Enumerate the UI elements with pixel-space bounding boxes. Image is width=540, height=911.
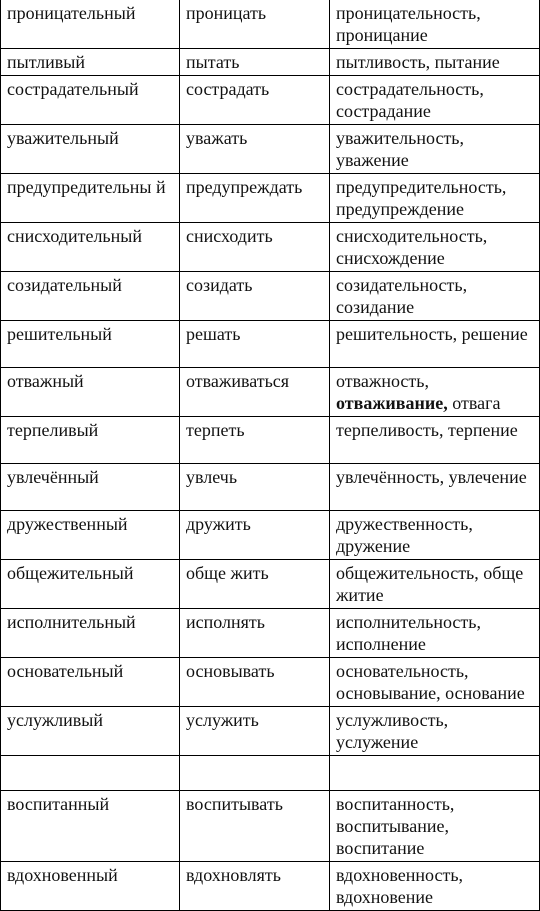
table-row (1, 560, 540, 609)
verb-cell: дружить (180, 511, 330, 560)
noun-cell: общежительность, обще житие (330, 560, 540, 609)
adjective-cell: созидательный (1, 272, 180, 321)
table-row (1, 272, 540, 321)
table-row (1, 862, 540, 911)
table-row-empty (1, 756, 540, 791)
noun-cell: снисходительность, снисхождение (330, 223, 540, 272)
table-row (1, 368, 540, 417)
verb-cell: услужить (180, 707, 330, 756)
noun-cell: вдохновенность, вдохновение (330, 862, 540, 911)
adjective-cell: услужливый (1, 707, 180, 756)
adjective-cell: снисходительный (1, 223, 180, 272)
adjective-cell: предупредительны й (1, 174, 180, 223)
verb-cell: предупреждать (180, 174, 330, 223)
verb-cell: решать (180, 321, 330, 368)
verb-cell: отваживаться (180, 368, 330, 417)
noun-cell (330, 368, 540, 417)
noun-cell (330, 756, 540, 791)
adjective-cell: пытливый (1, 49, 180, 76)
adjective-cell: проницательный (1, 0, 180, 49)
adjective-cell: вдохновенный (1, 862, 180, 911)
noun-text-start: отважность, (336, 371, 429, 391)
noun-cell: сострадательность, сострадание (330, 76, 540, 125)
adjective-cell: уважительный (1, 125, 180, 174)
adjective-cell: увлечённый (1, 464, 180, 511)
noun-cell: увлечённость, увлечение (330, 464, 540, 511)
noun-cell: воспитанность, воспитывание, воспитание (330, 791, 540, 862)
verb-cell: исполнять (180, 609, 330, 658)
noun-cell: исполнительность, исполнение (330, 609, 540, 658)
table-row (1, 464, 540, 511)
verb-cell: созидать (180, 272, 330, 321)
adjective-cell: дружественный (1, 511, 180, 560)
verb-cell: воспитывать (180, 791, 330, 862)
adjective-cell: исполнительный (1, 609, 180, 658)
noun-cell: дружественность, дружение (330, 511, 540, 560)
verb-cell: терпеть (180, 417, 330, 464)
noun-cell: предупредительность, предупреждение (330, 174, 540, 223)
table-row (1, 49, 540, 76)
verb-cell: вдохновлять (180, 862, 330, 911)
verb-cell: сострадать (180, 76, 330, 125)
noun-cell: терпеливость, терпение (330, 417, 540, 464)
adjective-cell: общежительный (1, 560, 180, 609)
noun-cell: решительность, решение (330, 321, 540, 368)
table-row (1, 658, 540, 707)
table-row (1, 321, 540, 368)
verb-cell: уважать (180, 125, 330, 174)
table-row (1, 609, 540, 658)
noun-cell: пытливость, пытание (330, 49, 540, 76)
table-row (1, 511, 540, 560)
noun-text-end: отвага (447, 393, 501, 413)
verb-cell: проницать (180, 0, 330, 49)
adjective-cell: сострадательный (1, 76, 180, 125)
adjective-cell: основательный (1, 658, 180, 707)
table-row (1, 223, 540, 272)
table-row (1, 0, 540, 49)
table-row (1, 174, 540, 223)
table-row (1, 417, 540, 464)
noun-cell: основательность, основывание, основание (330, 658, 540, 707)
table-row (1, 76, 540, 125)
adjective-cell: воспитанный (1, 791, 180, 862)
verb-cell: пытать (180, 49, 330, 76)
noun-cell: проницательность, проницание (330, 0, 540, 49)
verb-cell: увлечь (180, 464, 330, 511)
adjective-cell: решительный (1, 321, 180, 368)
verb-cell: снисходить (180, 223, 330, 272)
adjective-cell: отважный (1, 368, 180, 417)
noun-text-bold: отваживание, (336, 393, 448, 413)
table-row (1, 707, 540, 756)
noun-cell: услужливость, услужение (330, 707, 540, 756)
verb-cell: основывать (180, 658, 330, 707)
table-row (1, 791, 540, 862)
adjective-cell (1, 756, 180, 791)
noun-cell: уважительность, уважение (330, 125, 540, 174)
adjective-cell: терпеливый (1, 417, 180, 464)
noun-cell: созидательность, созидание (330, 272, 540, 321)
table-row (1, 125, 540, 174)
verb-cell: обще жить (180, 560, 330, 609)
verb-cell (180, 756, 330, 791)
